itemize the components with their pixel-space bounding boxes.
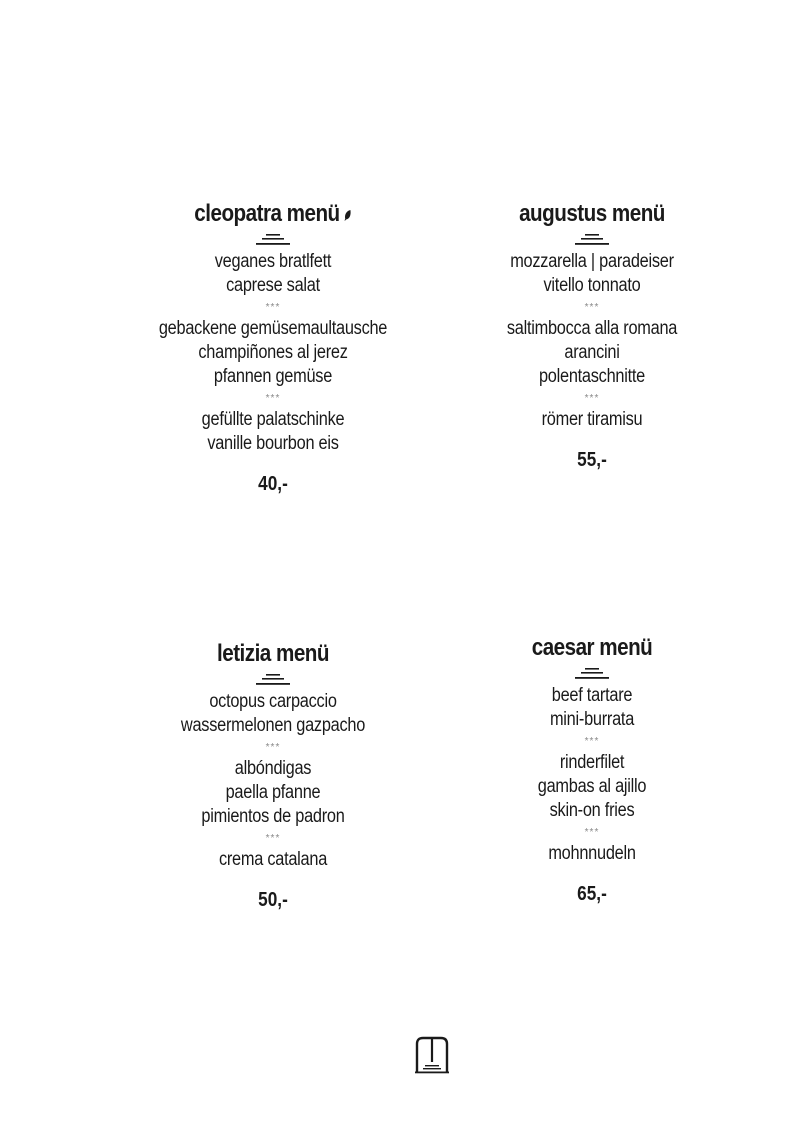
course-separator: *** xyxy=(265,833,281,844)
course-separator: *** xyxy=(265,742,281,753)
m-logo-icon xyxy=(413,1036,451,1076)
dish: pfannen gemüse xyxy=(213,366,333,387)
dish: veganes bratlfett xyxy=(214,251,332,272)
course-dessert xyxy=(442,842,742,866)
menu-title: cleopatra menü xyxy=(144,200,402,228)
course-starter xyxy=(123,690,423,738)
course-separator: *** xyxy=(584,827,600,838)
menu-price: 40,- xyxy=(258,473,288,495)
dish: gebackene gemüsemaultausche xyxy=(158,318,388,339)
menu-price: 65,- xyxy=(577,883,607,905)
course-separator: *** xyxy=(265,393,281,404)
dish: albóndigas xyxy=(234,758,312,779)
course-dessert xyxy=(442,408,742,432)
menu-title: letizia menü xyxy=(217,640,329,667)
dish: caprese salat xyxy=(226,275,320,296)
dish: pimientos de padron xyxy=(201,806,345,827)
course-separator: *** xyxy=(584,736,600,747)
dish: skin-on fries xyxy=(549,800,635,821)
dish: mini-burrata xyxy=(549,709,635,730)
course-separator: *** xyxy=(584,393,600,404)
menu-price: 50,- xyxy=(258,889,288,911)
dish: octopus carpaccio xyxy=(209,691,337,712)
menu-card-cleopatra xyxy=(123,200,423,496)
menu-title: caesar menü xyxy=(531,634,653,661)
course-main xyxy=(123,317,423,389)
dish: römer tiramisu xyxy=(541,409,643,430)
course-main xyxy=(123,757,423,829)
course-starter xyxy=(123,250,423,298)
course-separator: *** xyxy=(265,302,281,313)
menu-title: augustus menü xyxy=(519,200,665,227)
course-main xyxy=(442,751,742,823)
dish: arancini xyxy=(564,342,620,363)
leaf-icon xyxy=(343,209,352,221)
dish: paella pfanne xyxy=(225,782,321,803)
menu-card-caesar xyxy=(442,634,742,906)
dish: wassermelonen gazpacho xyxy=(180,715,366,736)
steps-emblem-icon xyxy=(572,232,612,246)
dish: rinderfilet xyxy=(559,752,625,773)
dish: mohnnudeln xyxy=(548,843,636,864)
course-dessert xyxy=(123,848,423,872)
dish: gambas al ajillo xyxy=(537,776,647,797)
dish: gefüllte palatschinke xyxy=(201,409,345,430)
dish: crema catalana xyxy=(218,849,328,870)
dish: champiñones al jerez xyxy=(198,342,348,363)
steps-emblem-icon xyxy=(253,672,293,686)
dish: vanille bourbon eis xyxy=(207,433,339,454)
dish: mozzarella | paradeiser xyxy=(510,251,674,272)
menu-price: 55,- xyxy=(577,449,607,471)
dish: saltimbocca alla romana xyxy=(506,318,678,339)
dish: beef tartare xyxy=(551,685,633,706)
course-main xyxy=(442,317,742,389)
menu-card-letizia xyxy=(123,640,423,912)
menu-card-augustus xyxy=(442,200,742,472)
dish: vitello tonnato xyxy=(543,275,641,296)
dish: polentaschnitte xyxy=(538,366,646,387)
course-starter xyxy=(442,250,742,298)
steps-emblem-icon xyxy=(572,666,612,680)
course-starter xyxy=(442,684,742,732)
course-dessert xyxy=(123,408,423,456)
course-separator: *** xyxy=(584,302,600,313)
steps-emblem-icon xyxy=(253,232,293,246)
